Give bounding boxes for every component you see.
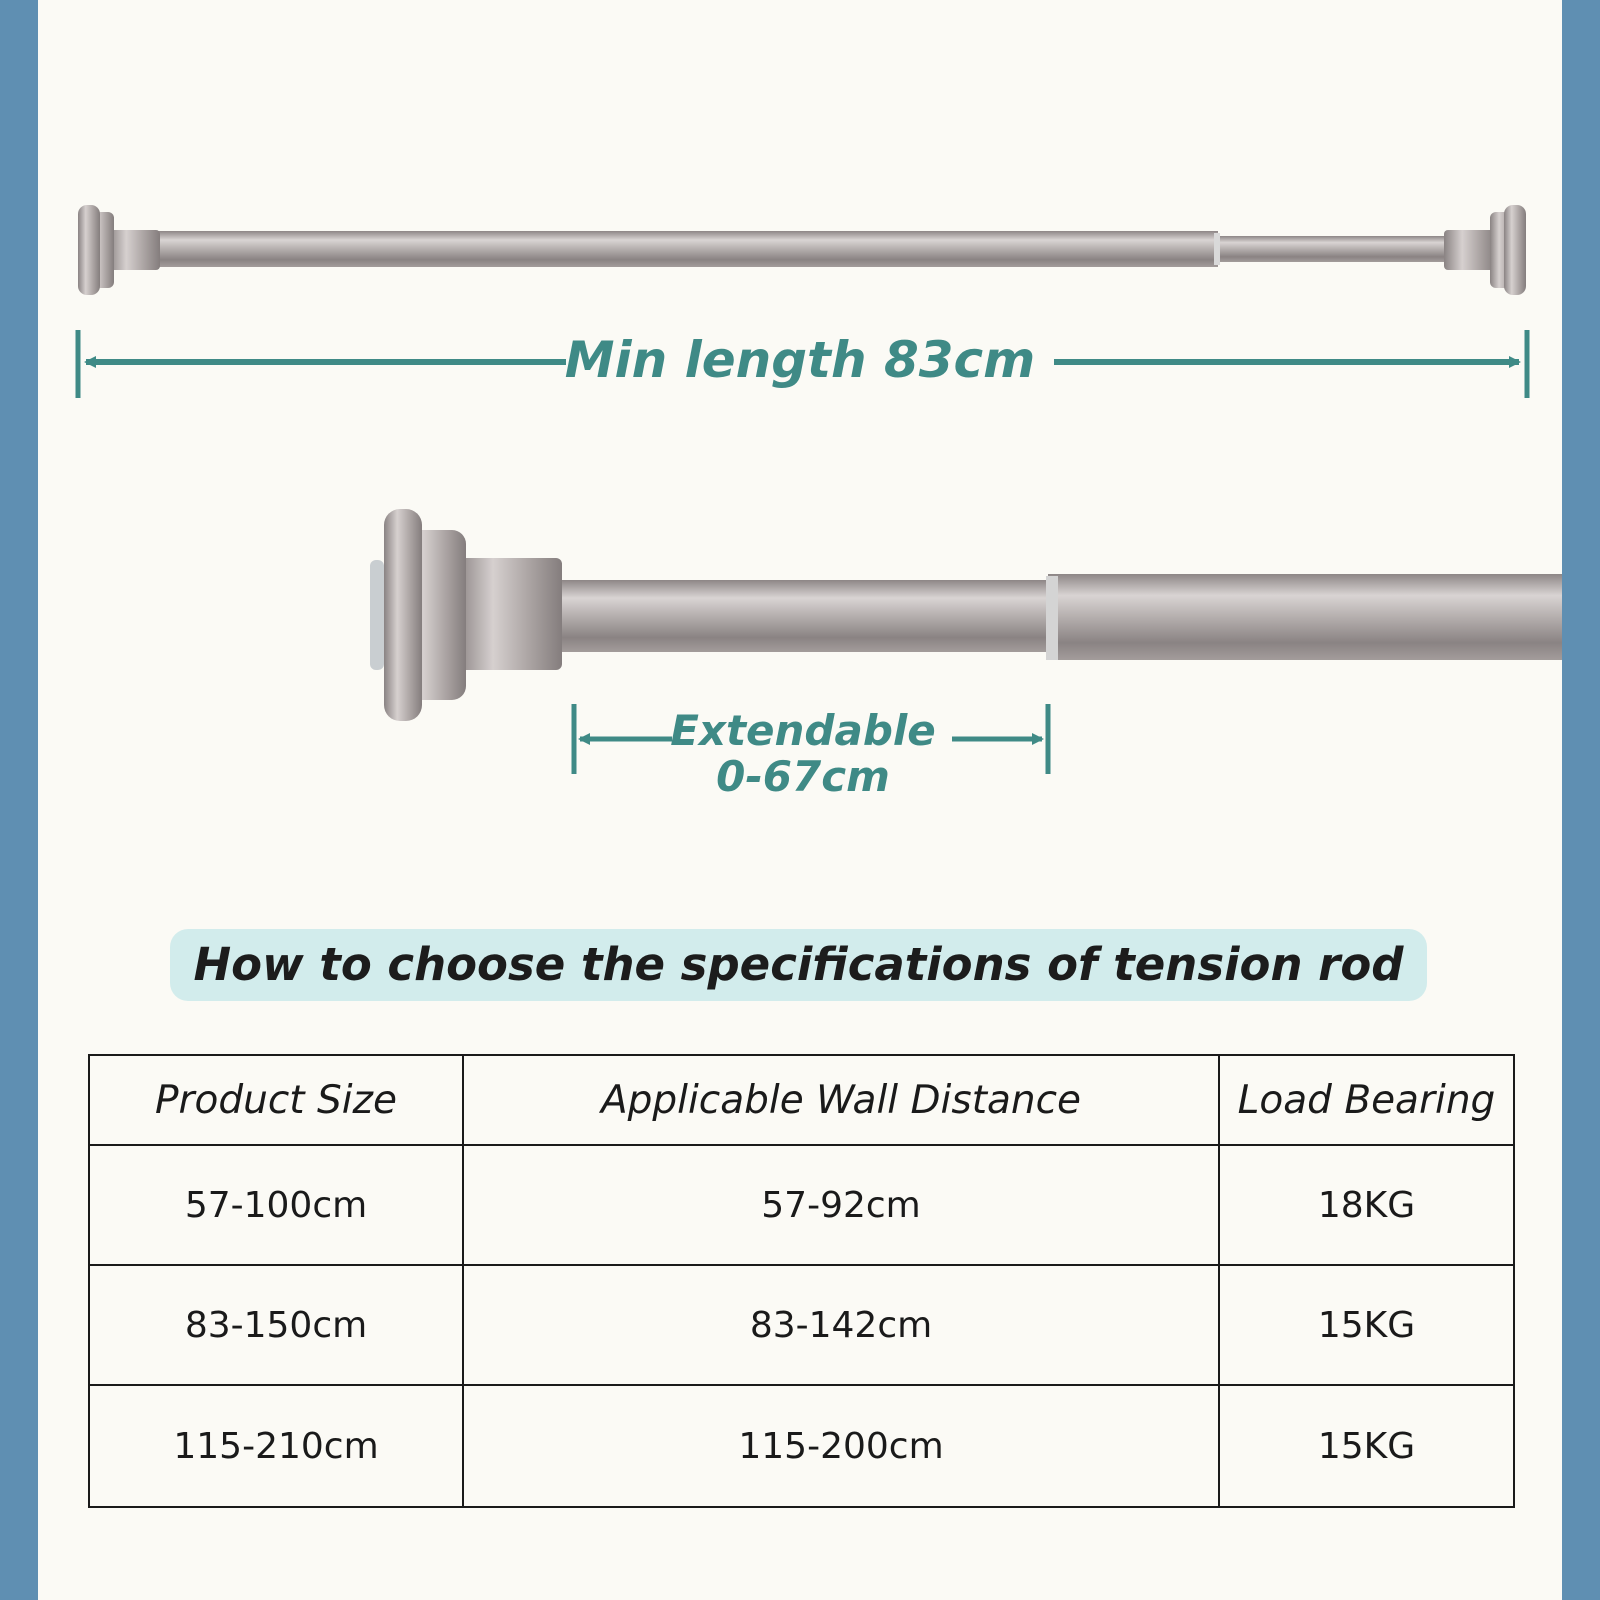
extendable-label bbox=[668, 708, 938, 800]
closeup-joint-ring bbox=[1046, 576, 1058, 660]
heading-banner bbox=[170, 929, 1427, 1001]
closeup-tube-thin bbox=[558, 580, 1054, 652]
cell-wall-distance: 83-142cm bbox=[463, 1265, 1219, 1385]
rod-joint-ring bbox=[1214, 233, 1220, 265]
cell-wall-distance: 115-200cm bbox=[463, 1385, 1219, 1507]
cell-product-size: 57-100cm bbox=[89, 1145, 463, 1265]
cell-wall-distance: 57-92cm bbox=[463, 1145, 1219, 1265]
full-rod bbox=[78, 205, 1526, 295]
closeup-end-pad bbox=[370, 560, 384, 670]
header-load-bearing: Load Bearing bbox=[1219, 1055, 1514, 1145]
closeup-end-plate bbox=[384, 509, 422, 721]
header-product-size: Product Size bbox=[89, 1055, 463, 1145]
closeup-collar bbox=[456, 558, 562, 670]
extendable-label-line1: Extendable bbox=[670, 706, 936, 755]
cell-product-size: 83-150cm bbox=[89, 1265, 463, 1385]
rod-end-cap-right bbox=[1444, 205, 1526, 295]
rod-end-cap-left bbox=[78, 205, 160, 295]
table-row bbox=[89, 1265, 1514, 1385]
cell-load-bearing: 15KG bbox=[1219, 1265, 1514, 1385]
cell-load-bearing: 18KG bbox=[1219, 1145, 1514, 1265]
table-row bbox=[89, 1385, 1514, 1507]
table-header-row bbox=[89, 1055, 1514, 1145]
product-infographic bbox=[38, 0, 1562, 1600]
heading-title: How to choose the specifications of tension rod bbox=[193, 938, 1404, 991]
specification-table bbox=[88, 1054, 1515, 1508]
min-length-label: Min length 83cm bbox=[564, 331, 1036, 389]
header-wall-distance: Applicable Wall Distance bbox=[463, 1055, 1219, 1145]
table-row bbox=[89, 1145, 1514, 1265]
extendable-label-line2: 0-67cm bbox=[716, 752, 890, 801]
cell-load-bearing: 15KG bbox=[1219, 1385, 1514, 1507]
rod-tube-thick bbox=[158, 231, 1218, 267]
rod-closeup bbox=[370, 509, 1562, 721]
cell-product-size: 115-210cm bbox=[89, 1385, 463, 1507]
closeup-tube-thick bbox=[1048, 574, 1562, 660]
